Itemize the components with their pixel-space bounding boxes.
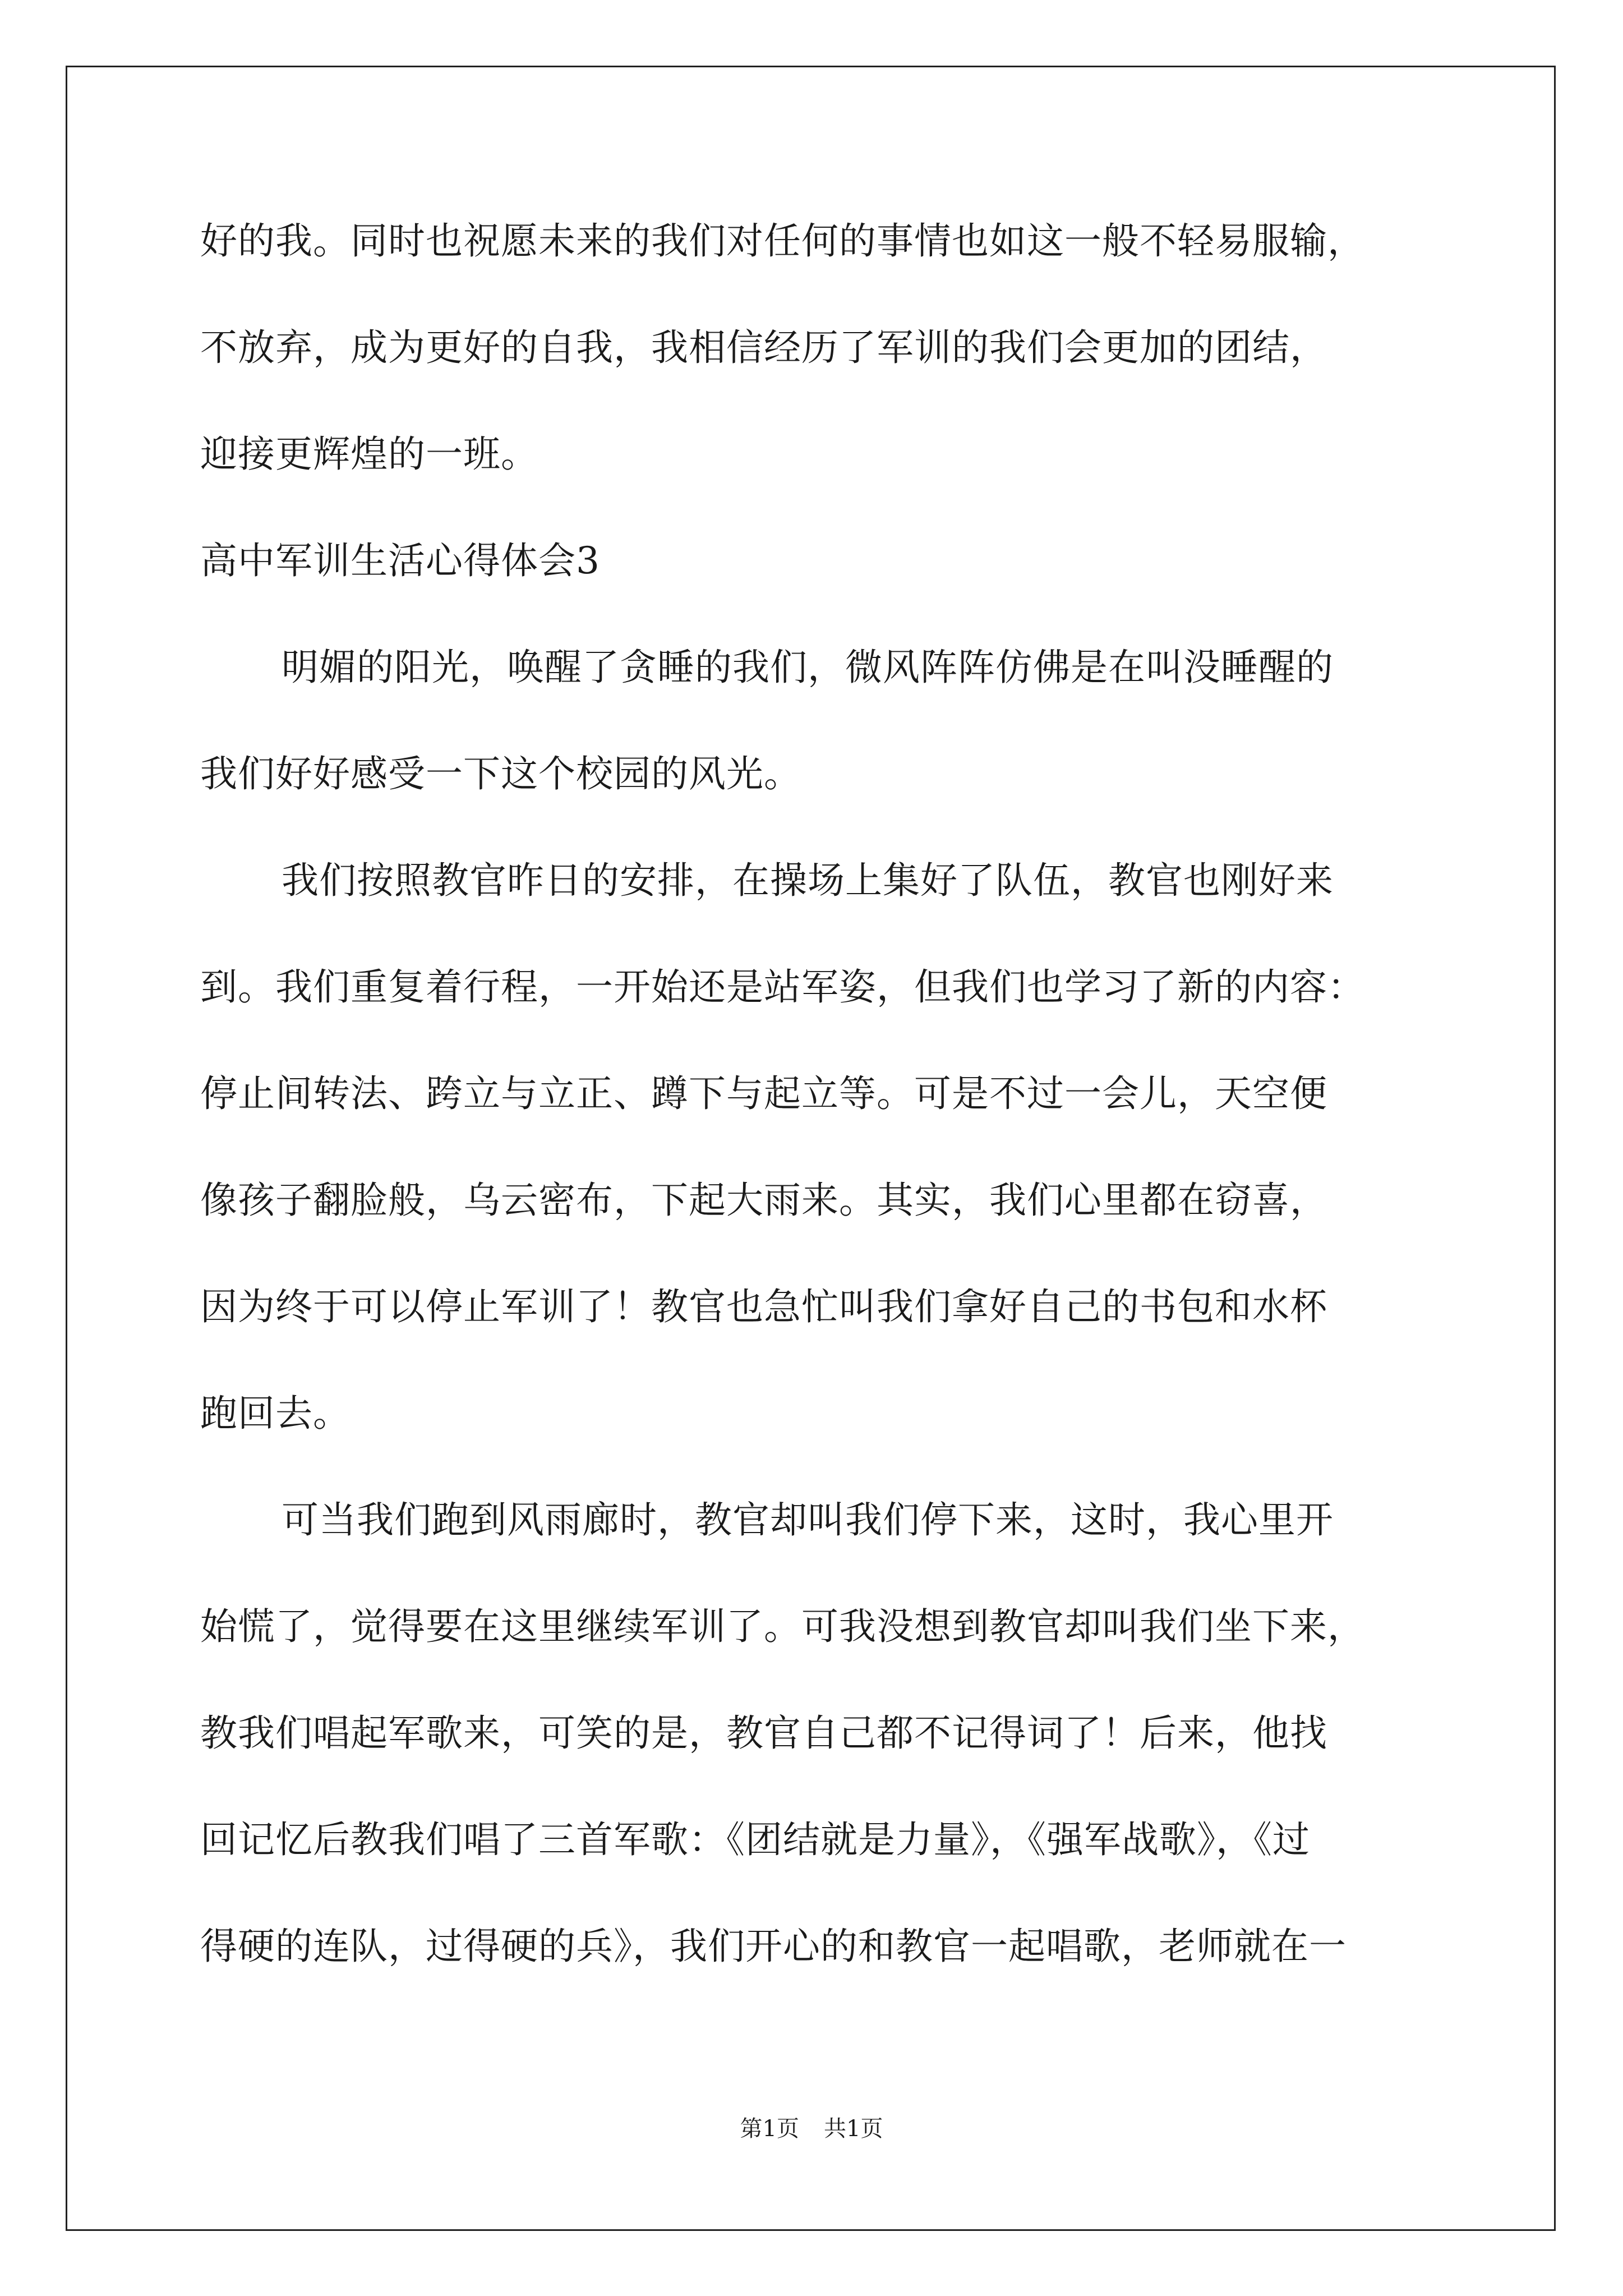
body-line: 我们按照教官昨日的安排，在操场上集好了队伍，教官也刚好来 bbox=[282, 859, 1334, 902]
body-line: 不放弃，成为更好的自我，我相信经历了军训的我们会更加的团结， bbox=[200, 326, 1327, 369]
body-line: 好的我。同时也祝愿未来的我们对任何的事情也如这一般不轻易服输， bbox=[200, 219, 1365, 263]
body-line: 因为终于可以停止军训了！教官也急忙叫我们拿好自己的书包和水杯 bbox=[200, 1285, 1327, 1328]
body-line: 跑回去。 bbox=[200, 1392, 351, 1435]
body-line: 始慌了，觉得要在这里继续军训了。可我没想到教官却叫我们坐下来， bbox=[200, 1605, 1365, 1648]
body-line: 教我们唱起军歌来，可笑的是，教官自己都不记得词了！后来，他找 bbox=[200, 1711, 1327, 1755]
body-line: 得硬的连队，过得硬的兵》，我们开心的和教官一起唱歌，老师就在一 bbox=[200, 1925, 1347, 1968]
body-line: 到。我们重复着行程，一开始还是站军姿，但我们也学习了新的内容： bbox=[200, 965, 1365, 1009]
body-line: 像孩子翻脸般，乌云密布，下起大雨来。其实，我们心里都在窃喜， bbox=[200, 1179, 1327, 1222]
page-total: 共1页 bbox=[824, 2116, 883, 2142]
page-border bbox=[66, 66, 1556, 2231]
body-line: 可当我们跑到风雨廊时，教官却叫我们停下来，这时，我心里开 bbox=[282, 1498, 1334, 1542]
section-heading: 高中军训生活心得体会3 bbox=[200, 539, 600, 582]
page-footer bbox=[0, 2115, 1623, 2143]
body-line: 明媚的阳光，唤醒了贪睡的我们，微风阵阵仿佛是在叫没睡醒的 bbox=[282, 646, 1334, 689]
body-line: 回记忆后教我们唱了三首军歌：《团结就是力量》，《强军战歌》，《过 bbox=[200, 1818, 1310, 1861]
page-number: 第1页 bbox=[740, 2116, 799, 2142]
body-line: 迎接更辉煌的一班。 bbox=[200, 432, 538, 476]
body-line: 我们好好感受一下这个校园的风光。 bbox=[200, 752, 801, 795]
body-line: 停止间转法、跨立与立正、蹲下与起立等。可是不过一会儿，天空便 bbox=[200, 1072, 1327, 1115]
